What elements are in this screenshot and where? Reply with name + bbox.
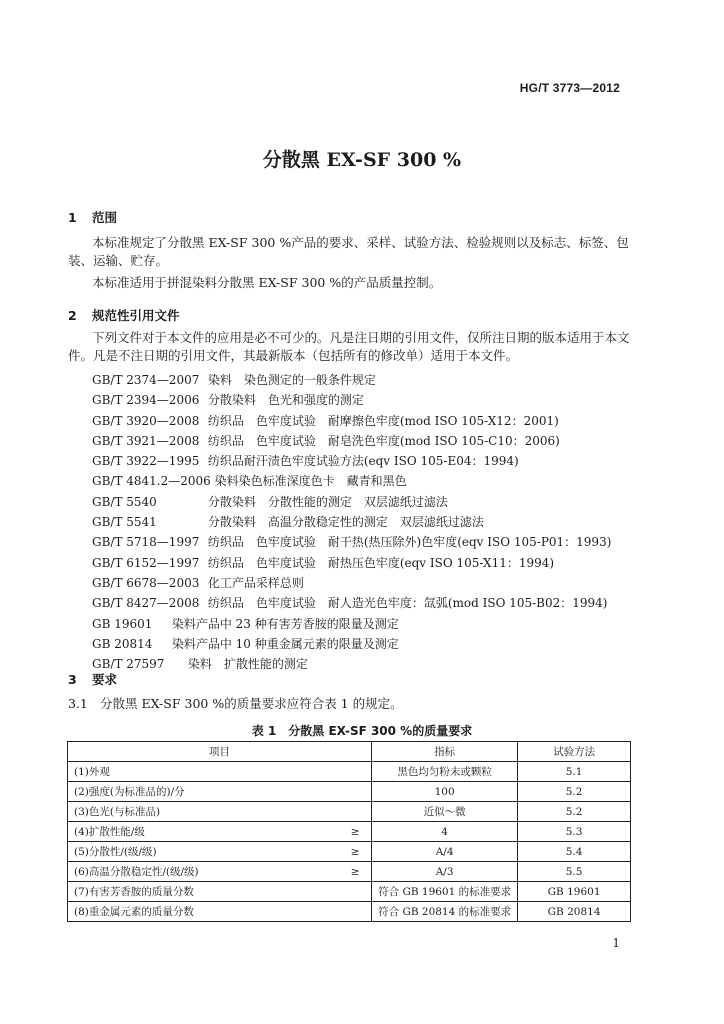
clause-3-1 xyxy=(68,694,403,712)
reference-item xyxy=(92,492,611,512)
reference-title: 纺织品 色牢度试验 耐热压色牢度(eqv ISO 105-X11：1994) xyxy=(207,555,555,570)
reference-title: 染料 染色测定的一般条件规定 xyxy=(207,373,376,387)
reference-code: GB/T 5541 xyxy=(92,515,157,530)
table-caption: 表 1 分散黑 EX-SF 300 %的质量要求 xyxy=(251,724,473,738)
reference-code: GB/T 5540 xyxy=(92,494,157,509)
reference-title: 染料产品中 10 种重金属元素的限量及测定 xyxy=(171,636,399,651)
reference-title: 染料染色标准深度色卡 藏青和黑色 xyxy=(214,474,407,489)
reference-title: 化工产品采样总则 xyxy=(207,575,304,590)
row-comparator xyxy=(339,782,371,802)
row-item: (5)分散性/(级/级) xyxy=(68,842,340,862)
row-item: (1)外观 xyxy=(68,762,340,782)
row-comparator: ≥ xyxy=(339,862,371,882)
row-indicator: 100 xyxy=(372,782,518,802)
section-heading-normative-refs xyxy=(68,306,180,324)
reference-item xyxy=(92,573,611,593)
row-indicator: 符合 GB 19601 的标准要求 xyxy=(372,882,518,902)
reference-item xyxy=(92,411,611,431)
normative-refs-intro: 下列文件对于本文件的应用是必不可少的。凡是注日期的引用文件，仅所注日期的版本适用于本文件。凡是不注日期的引用文件，其最新版本（包括所有的修改单）适用于本文件。 xyxy=(68,330,630,363)
reference-code: GB 19601 xyxy=(92,616,153,631)
reference-code: GB/T 3920—2008 xyxy=(92,413,200,428)
reference-item xyxy=(92,431,611,451)
section-heading-requirements xyxy=(68,670,117,688)
clause-number: 3.1 xyxy=(68,696,88,711)
row-comparator xyxy=(339,802,371,822)
header-test-method: 试验方法 xyxy=(518,742,631,762)
reference-list xyxy=(92,370,611,674)
row-test-method: 5.5 xyxy=(518,862,631,882)
row-comparator xyxy=(339,762,371,782)
page-number: 1 xyxy=(612,936,620,950)
clause-text: 分散黑 EX-SF 300 %的质量要求应符合表 1 的规定。 xyxy=(100,696,403,711)
table-row xyxy=(68,822,631,842)
row-indicator: 黑色均匀粉末或颗粒 xyxy=(372,762,518,782)
row-comparator: ≥ xyxy=(339,842,371,862)
row-item: (4)扩散性能/级 xyxy=(68,822,340,842)
section-number: 2 xyxy=(68,308,77,323)
reference-item xyxy=(92,512,611,532)
reference-title: 分散染料 高温分散稳定性的测定 双层滤纸过滤法 xyxy=(207,515,484,530)
table-row xyxy=(68,782,631,802)
reference-title: 纺织品耐汗渍色牢度试验方法(eqv ISO 105-E04：1994) xyxy=(207,454,519,469)
reference-item xyxy=(92,390,611,410)
reference-title: 分散染料 色光和强度的测定 xyxy=(207,393,364,408)
reference-code: GB/T 6678—2003 xyxy=(92,575,200,590)
row-indicator: 符合 GB 20814 的标准要求 xyxy=(372,902,518,922)
row-item: (8)重金属元素的质量分数 xyxy=(68,902,340,922)
reference-code: GB 20814 xyxy=(92,636,153,651)
section-title: 要求 xyxy=(92,672,118,687)
row-item: (7)有害芳香胺的质量分数 xyxy=(68,882,340,902)
reference-item xyxy=(92,370,611,390)
reference-title: 纺织品 色牢度试验 耐人造光色牢度：氙弧(mod ISO 105-B02：1994) xyxy=(207,596,608,611)
table-row xyxy=(68,862,631,882)
reference-code: GB/T 3922—1995 xyxy=(92,454,200,469)
reference-code: GB/T 5718—1997 xyxy=(92,535,200,550)
section-title: 范围 xyxy=(92,210,118,225)
row-test-method: 5.4 xyxy=(518,842,631,862)
row-indicator: A/4 xyxy=(372,842,518,862)
scope-paragraph-1: 本标准规定了分散黑 EX-SF 300 %产品的要求、采样、试验方法、检验规则以及标志、标签、包装、运输、贮存。 xyxy=(68,235,629,268)
standard-code: HG/T 3773—2012 xyxy=(519,81,620,95)
reference-item xyxy=(92,471,611,491)
row-indicator: A/3 xyxy=(372,862,518,882)
quality-requirements-table xyxy=(67,741,631,922)
reference-item xyxy=(92,451,611,471)
row-indicator: 近似～微 xyxy=(372,802,518,822)
reference-title: 纺织品 色牢度试验 耐干热(热压除外)色牢度(eqv ISO 105-P01：1993) xyxy=(207,535,612,550)
row-comparator xyxy=(339,882,371,902)
table-header-row xyxy=(68,742,631,762)
table-row xyxy=(68,762,631,782)
reference-code: GB/T 8427—2008 xyxy=(92,596,200,611)
reference-title: 染料 扩散性能的测定 xyxy=(187,657,308,672)
section-title: 规范性引用文件 xyxy=(92,308,180,323)
header-item: 项目 xyxy=(68,742,372,762)
row-test-method: GB 19601 xyxy=(518,882,631,902)
reference-item xyxy=(92,634,611,654)
reference-code: GB/T 3921—2008 xyxy=(92,433,200,448)
reference-title: 染料产品中 23 种有害芳香胺的限量及测定 xyxy=(171,616,399,631)
section-number: 1 xyxy=(68,210,77,225)
row-comparator xyxy=(339,902,371,922)
reference-code: GB/T 2374—2007 xyxy=(92,373,200,387)
reference-item xyxy=(92,593,611,613)
reference-code: GB/T 27597 xyxy=(92,657,165,672)
reference-item xyxy=(92,614,611,634)
table-row xyxy=(68,902,631,922)
section-heading-scope xyxy=(68,208,117,226)
row-item: (3)色光(与标准品) xyxy=(68,802,340,822)
scope-paragraph-2: 本标准适用于拼混染料分散黑 EX-SF 300 %的产品质量控制。 xyxy=(92,275,442,290)
reference-code: GB/T 4841.2—2006 xyxy=(92,474,211,489)
row-test-method: 5.2 xyxy=(518,802,631,822)
header-indicator: 指标 xyxy=(372,742,518,762)
row-test-method: 5.3 xyxy=(518,822,631,842)
reference-code: GB/T 2394—2006 xyxy=(92,393,200,408)
row-test-method: GB 20814 xyxy=(518,902,631,922)
reference-item xyxy=(92,553,611,573)
reference-item xyxy=(92,532,611,552)
row-test-method: 5.1 xyxy=(518,762,631,782)
reference-title: 纺织品 色牢度试验 耐皂洗色牢度(mod ISO 105-C10：2006) xyxy=(207,433,560,448)
reference-code: GB/T 6152—1997 xyxy=(92,555,200,570)
row-item: (2)强度(为标准品的)/分 xyxy=(68,782,340,802)
reference-title: 纺织品 色牢度试验 耐摩擦色牢度(mod ISO 105-X12：2001) xyxy=(207,413,559,428)
row-indicator: 4 xyxy=(372,822,518,842)
table-row xyxy=(68,842,631,862)
reference-title: 分散染料 分散性能的测定 双层滤纸过滤法 xyxy=(207,494,448,509)
row-test-method: 5.2 xyxy=(518,782,631,802)
table-row xyxy=(68,802,631,822)
table-row xyxy=(68,882,631,902)
row-item: (6)高温分散稳定性/(级/级) xyxy=(68,862,340,882)
document-title: 分散黑 EX-SF 300 % xyxy=(262,149,462,171)
reference-item xyxy=(92,654,611,674)
row-comparator: ≥ xyxy=(339,822,371,842)
section-number: 3 xyxy=(68,672,77,687)
